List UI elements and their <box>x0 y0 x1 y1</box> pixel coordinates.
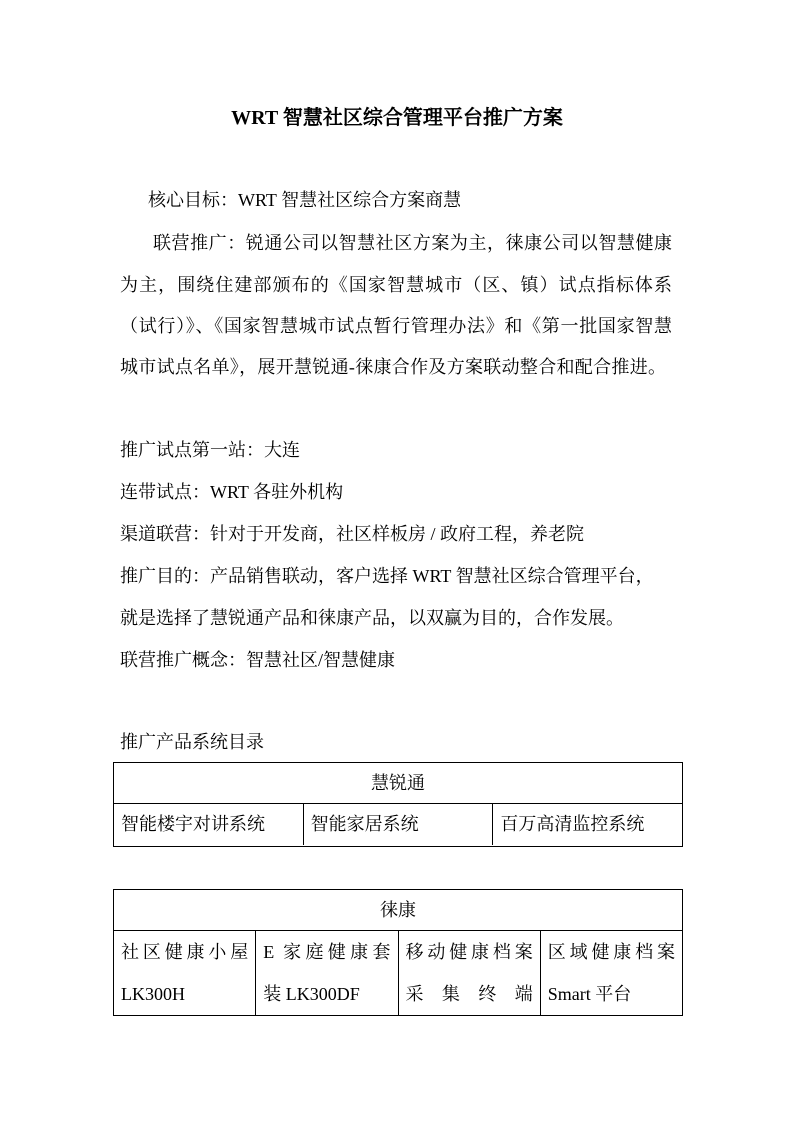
promo-purpose-line: 就是选择了慧锐通产品和徕康产品，以双赢为目的，合作发展。 <box>120 608 624 628</box>
cell-line: 区域健康档案 <box>547 942 675 962</box>
cell-line: Smart 平台 <box>547 984 632 1004</box>
cell-line: E 家庭健康套 <box>263 942 391 962</box>
promo-purpose-line: 推广目的：产品销售联动，客户选择 WRT 智慧社区综合管理平台， <box>120 566 654 586</box>
joint-promo-line: 为主，围绕住建部颁布的《国家智慧城市（区、镇）试点指标体系 <box>120 275 672 295</box>
cell-line: 采 集 终 端 <box>405 984 533 1004</box>
table-cell: 智能家居系统 <box>303 804 493 845</box>
joint-promo-line: （试行）》、《国家智慧城市试点暂行管理办法》和《第一批国家智慧 <box>120 316 672 336</box>
table-row <box>114 804 682 845</box>
joint-promo-line: 联营推广：锐通公司以智慧社区方案为主，徕康公司以智慧健康 <box>153 233 672 253</box>
related-pilot: 连带试点：WRT 各驻外机构 <box>120 482 344 502</box>
channel-cooperation: 渠道联营：针对于开发商，社区样板房 / 政府工程，养老院 <box>120 524 584 544</box>
product-table-huiruitong <box>113 762 683 847</box>
promo-concept: 联营推广概念：智慧社区/智慧健康 <box>120 650 395 670</box>
document-title: WRT 智慧社区综合管理平台推广方案 <box>231 107 563 129</box>
pilot-first-station: 推广试点第一站：大连 <box>120 440 300 460</box>
cell-line: LK300H <box>121 984 185 1004</box>
table-cell: 百万高清监控系统 <box>492 804 682 845</box>
table-cell <box>114 931 255 1015</box>
table-cell: 智能楼宇对讲系统 <box>121 814 265 834</box>
table-header: 慧锐通 <box>114 763 682 804</box>
cell-line: 移动健康档案 <box>405 942 533 962</box>
table-cell <box>398 931 540 1015</box>
cell-line: 社区健康小屋 <box>121 942 249 962</box>
cell-line: 装 LK300DF <box>263 984 360 1004</box>
table-header: 徕康 <box>114 890 682 931</box>
table-cell <box>255 931 397 1015</box>
catalog-heading: 推广产品系统目录 <box>120 732 264 752</box>
joint-promo-line: 城市试点名单》，展开慧锐通-徕康合作及方案联动整合和配合推进。 <box>120 357 666 377</box>
product-table-laikang <box>113 889 683 1016</box>
core-goal: 核心目标：WRT 智慧社区综合方案商慧 <box>148 190 462 210</box>
table-row <box>114 931 682 1015</box>
table-cell <box>540 931 682 1015</box>
